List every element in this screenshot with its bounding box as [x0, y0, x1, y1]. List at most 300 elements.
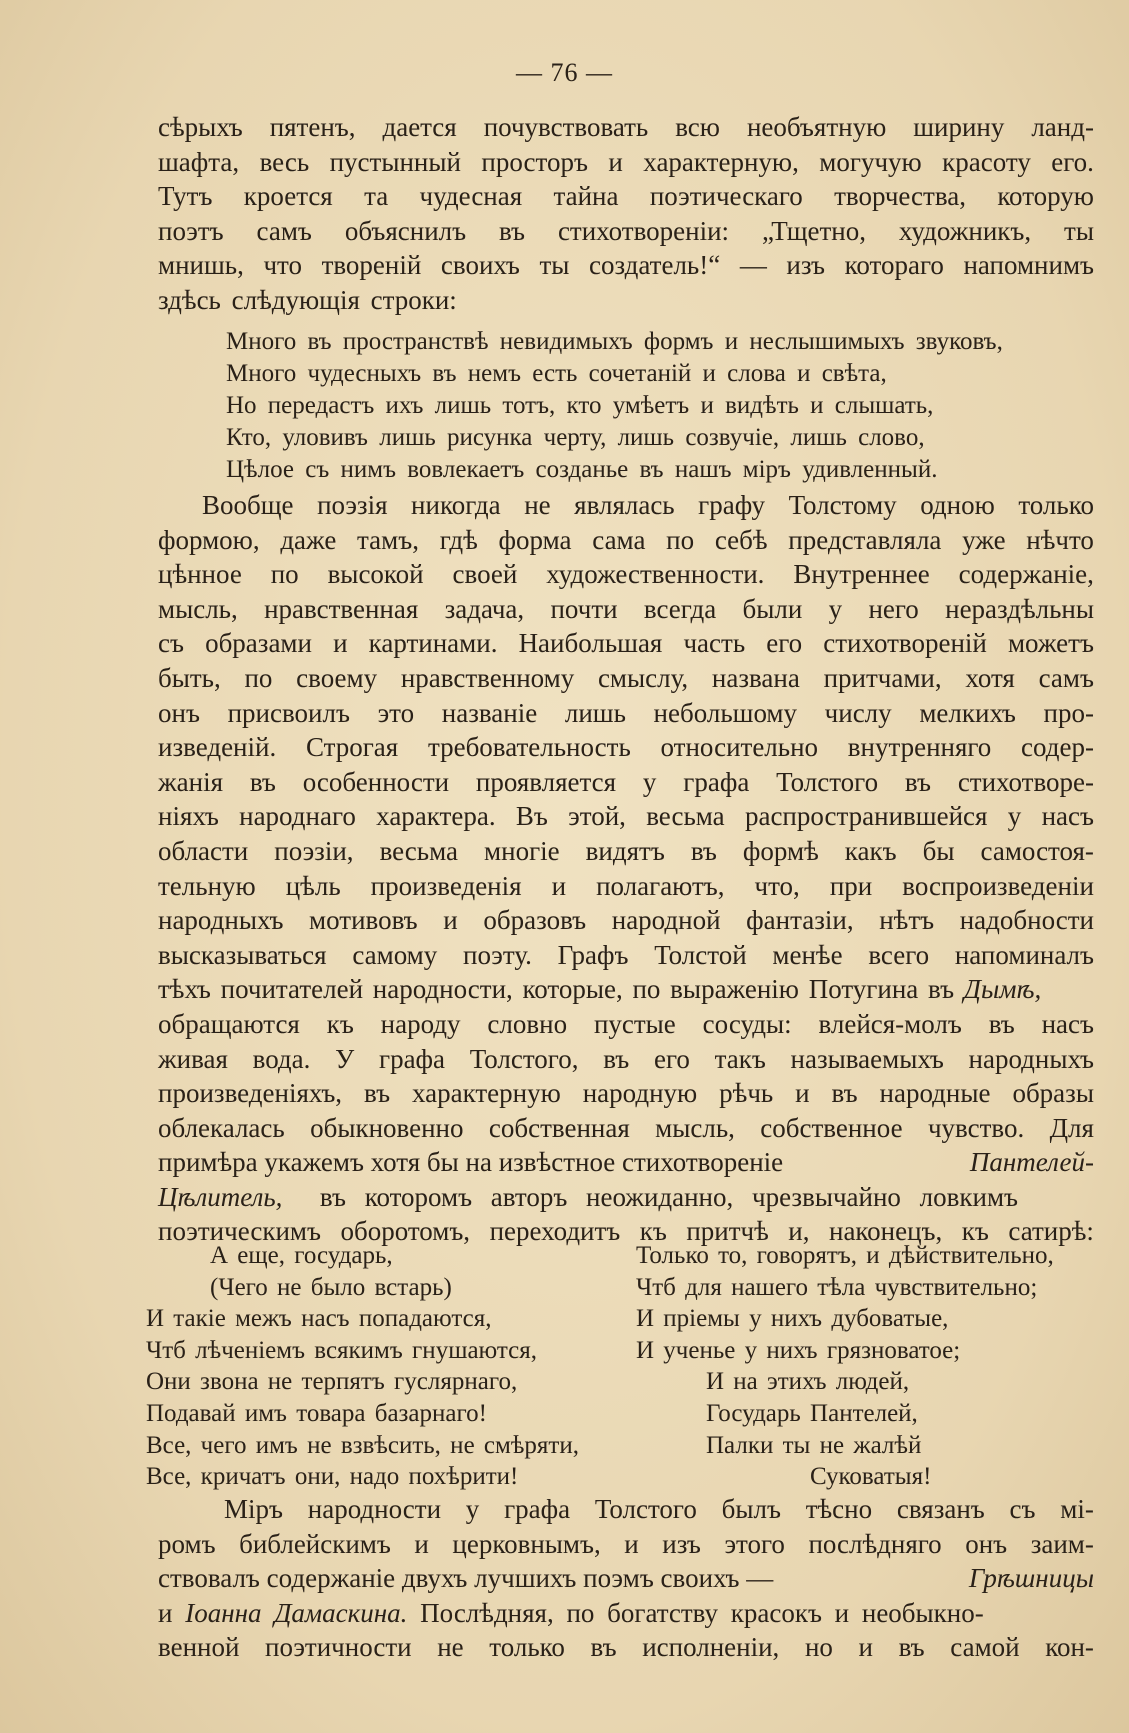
verse-line: Суковатыя! — [810, 1463, 932, 1491]
word: могучую — [819, 146, 922, 177]
word: у — [1007, 801, 1022, 832]
word: въ — [590, 1632, 617, 1663]
verse-line: Много чудесныхъ въ немъ есть сочетаній и слова и свѣта, — [226, 360, 887, 387]
word: уже — [962, 524, 1006, 555]
word: У — [335, 1043, 355, 1074]
word: къ — [326, 1008, 354, 1039]
text-line — [158, 1076, 1094, 1111]
word: какъ — [844, 835, 897, 866]
word: поэтичности — [265, 1632, 412, 1663]
word: нераздѣльны — [945, 593, 1094, 624]
word: присвоилъ — [227, 697, 350, 728]
word: внутренняго — [847, 732, 992, 763]
word: названіе — [441, 697, 538, 728]
word: себѣ — [714, 524, 768, 555]
text-line — [158, 903, 1094, 938]
word: оборотомъ, — [340, 1216, 471, 1247]
word: задача, — [444, 593, 525, 624]
word: просторъ — [481, 146, 588, 177]
word: наконецъ, — [829, 1216, 943, 1247]
word: поэзіи, — [274, 835, 354, 866]
word: связанъ — [896, 1494, 985, 1524]
word: народную — [582, 1078, 698, 1109]
word: называемыхъ — [790, 1043, 944, 1074]
word: менѣе — [772, 939, 843, 970]
word: шафта, — [158, 146, 240, 177]
word: въ — [904, 766, 931, 797]
word: области — [158, 835, 249, 866]
word: изъ — [662, 1528, 701, 1559]
word: Внутреннее — [793, 559, 930, 590]
word: по — [244, 662, 273, 693]
text-line — [158, 626, 1094, 661]
word: художникъ, — [898, 215, 1032, 246]
verse-line: Палки ты не жалѣй — [706, 1431, 922, 1459]
text-line — [158, 1596, 1094, 1631]
word: поэту. — [463, 939, 532, 970]
word: Для — [1049, 1112, 1094, 1143]
italic-title-panteley: Цѣлитель, — [158, 1181, 283, 1212]
text-line — [158, 1492, 1094, 1527]
word: онъ — [158, 697, 200, 728]
text-line — [158, 110, 1094, 145]
text-line — [158, 1007, 1094, 1042]
word: обращаются — [158, 1008, 300, 1039]
verse-line: И ученье у нихъ грязноватое; — [636, 1336, 961, 1364]
word: надобности — [959, 905, 1094, 936]
word: про- — [1043, 697, 1094, 728]
word: „Тщетно, — [761, 215, 866, 246]
verse-line: Все, кричатъ они, надо похѣрити! — [146, 1463, 519, 1491]
word: нравственному — [400, 662, 575, 693]
word: поэзія — [317, 490, 388, 520]
word: поэтическимъ — [158, 1216, 321, 1247]
word: при — [829, 870, 873, 901]
word: его — [766, 628, 803, 659]
verse-line: Подавай имъ товара базарнаго! — [146, 1399, 487, 1427]
word: весьма — [646, 801, 725, 832]
word: народныхъ — [158, 905, 284, 936]
word: характерную — [411, 1078, 561, 1109]
word: пустынный — [329, 146, 461, 177]
word: живая — [158, 1043, 228, 1074]
word: притчѣ — [686, 1216, 769, 1247]
word: и — [551, 870, 567, 901]
text-line — [158, 799, 1094, 834]
text-line — [158, 661, 1094, 696]
word: всегда — [643, 593, 717, 624]
word: народнаго — [239, 801, 356, 832]
word: у — [465, 1494, 480, 1524]
word: полагаютъ, — [596, 870, 725, 901]
word: никогда — [411, 490, 501, 520]
word: чудесная — [419, 181, 523, 212]
word: церковнымъ, — [452, 1528, 601, 1559]
word: насъ — [1041, 1008, 1094, 1039]
italic-title-ioann: Іоанна Дамаскина. — [185, 1597, 408, 1628]
word: исполненіи, — [642, 1632, 780, 1663]
word: характера. — [376, 801, 496, 832]
word: мнишь, — [158, 250, 244, 281]
word: поэтическаго — [649, 181, 803, 212]
verse-line: Много въ пространствѣ невидимыхъ формъ и неслышимыхъ звуковъ, — [226, 328, 1003, 355]
word: видятъ — [585, 835, 665, 866]
word: Толстому — [788, 490, 897, 520]
word: его. — [1051, 146, 1094, 177]
text-line — [158, 1561, 1094, 1596]
word: образовъ — [483, 905, 587, 936]
word: своей — [452, 559, 518, 590]
word: напоминалъ — [954, 939, 1094, 970]
word: и — [608, 146, 623, 177]
word: Строгая — [305, 732, 399, 763]
text-segment: въ которомъ авторъ неожиданно, чрезвычайно ловкимъ — [319, 1181, 1019, 1212]
text-line — [158, 869, 1094, 904]
italic-title-greshnitsa: Грѣшницы — [968, 1563, 1094, 1594]
word: хотя — [965, 662, 1015, 693]
word: самой — [950, 1632, 1020, 1663]
word: обыкновенно — [310, 1112, 464, 1143]
word: облекалась — [158, 1112, 285, 1143]
word: названа — [711, 662, 800, 693]
word: необъятную — [746, 112, 887, 142]
text-line — [158, 1180, 1094, 1215]
word: ромъ — [158, 1528, 216, 1559]
word: можетъ — [1007, 628, 1094, 659]
word: своихъ — [440, 250, 520, 281]
word: воспроизведеніи — [902, 870, 1094, 901]
word: народности — [307, 1494, 442, 1524]
word: красоту — [942, 146, 1031, 177]
word: мысль, — [158, 593, 238, 624]
text-line — [158, 938, 1094, 973]
text-line — [158, 557, 1094, 592]
italic-title-dym: Дымѣ, — [963, 974, 1042, 1005]
word: стихотворе- — [957, 766, 1094, 797]
word: творчества, — [834, 181, 966, 212]
paragraph-1 — [158, 110, 1094, 318]
word: часть — [683, 628, 746, 659]
word: въ — [988, 1008, 1015, 1039]
word: проявляется — [475, 766, 617, 797]
word: произведеніяхъ, — [158, 1078, 343, 1109]
text-segment: Послѣдняя, по богатству красокъ и необыкно- — [420, 1597, 984, 1628]
word: собственная — [488, 1112, 630, 1143]
word: по — [666, 524, 695, 555]
text-line: здѣсь слѣдующія строки: — [158, 284, 457, 315]
word: самъ — [1038, 662, 1094, 693]
word: изъ — [786, 250, 826, 281]
word: почувствовать — [483, 112, 649, 142]
word: переходитъ — [489, 1216, 621, 1247]
verse-line: Цѣлое съ нимъ вовлекаетъ созданье въ нашъ міръ удивленный. — [226, 456, 938, 483]
word: онъ — [965, 1528, 1008, 1559]
word: библейскимъ — [239, 1528, 391, 1559]
text-line — [158, 1630, 1094, 1665]
word: относительно — [660, 732, 819, 763]
word: самъ — [256, 215, 312, 246]
word: графу — [698, 490, 766, 520]
word: Графъ — [557, 939, 629, 970]
verse-line: Чтб лѣченіемъ всякимъ гнушаются, — [146, 1336, 537, 1364]
word: та — [364, 181, 389, 212]
word: всего — [868, 939, 930, 970]
word: въ — [364, 1078, 391, 1109]
word: представляла — [788, 524, 942, 555]
text-line — [158, 972, 1094, 1007]
word: и — [333, 628, 348, 659]
word: Вообще — [202, 490, 294, 520]
paragraph-3 — [158, 1492, 1094, 1665]
text-line — [158, 179, 1094, 214]
word: насъ — [1041, 801, 1094, 832]
word: бы — [922, 835, 955, 866]
word: требовательность — [427, 732, 631, 763]
verse-line: Чтб для нашего тѣла чувствительно; — [636, 1273, 1038, 1301]
paragraph-2 — [158, 488, 1094, 1249]
word: Толстого — [776, 766, 879, 797]
word: цѣнное — [158, 559, 242, 590]
word: графа — [504, 1494, 571, 1524]
verse-quote-1 — [226, 326, 1096, 486]
word: самостоя- — [980, 835, 1094, 866]
text-line — [158, 488, 1094, 523]
word: въ — [690, 835, 717, 866]
word: своему — [296, 662, 378, 693]
word: художественности. — [546, 559, 765, 590]
word: въ — [498, 215, 526, 246]
text-line — [158, 1527, 1094, 1562]
word: ніяхъ — [158, 801, 219, 832]
word: формѣ — [742, 835, 819, 866]
word: всю — [675, 112, 720, 142]
word: къ — [961, 1216, 989, 1247]
word: съ — [1009, 1494, 1036, 1524]
word: самому — [352, 939, 438, 970]
word: тельную — [158, 870, 256, 901]
word: къ — [639, 1216, 667, 1247]
word: распространившейся — [744, 801, 988, 832]
word: его — [653, 1043, 690, 1074]
word: объяснилъ — [344, 215, 467, 246]
word: особенности — [302, 766, 450, 797]
word: фантазіи, — [746, 905, 854, 936]
word: жанія — [158, 766, 224, 797]
word: нѣтъ — [879, 905, 935, 936]
word: поэтъ — [158, 215, 224, 246]
word: небольшому — [653, 697, 798, 728]
word: сатирѣ: — [1008, 1216, 1094, 1247]
word: и — [795, 1078, 810, 1109]
word: Наибольшая — [518, 628, 663, 659]
word: тайна — [553, 181, 619, 212]
word: содер- — [1021, 732, 1094, 763]
word: образами — [205, 628, 312, 659]
word: даже — [280, 524, 337, 555]
verse-line: А еще, государь, — [210, 1242, 393, 1269]
text-line — [158, 592, 1094, 627]
word: въ — [831, 1078, 858, 1109]
word: и, — [788, 1216, 810, 1247]
word: почти — [550, 593, 618, 624]
word: графа — [683, 766, 750, 797]
verse-column-right — [636, 1240, 1096, 1493]
text-segment: ствовалъ содержаніе двухъ лучшихъ поэмъ своихъ — — [158, 1563, 774, 1594]
word: ширину — [913, 112, 1005, 142]
word: мелкихъ — [919, 697, 1016, 728]
word: въ — [898, 1632, 925, 1663]
word: графа — [379, 1043, 446, 1074]
word: характерную, — [643, 146, 799, 177]
word: произведенія — [370, 870, 522, 901]
text-line — [158, 765, 1094, 800]
verse-line: Все, чего имъ не взвѣсить, не смѣряти, — [146, 1431, 579, 1459]
word: рѣчь — [719, 1078, 774, 1109]
word: мысль, — [655, 1112, 735, 1143]
word: былъ — [721, 1494, 781, 1524]
word: формою, — [158, 524, 260, 555]
text-line — [158, 1042, 1094, 1077]
verse-line: (Чего не было встарь) — [210, 1273, 452, 1301]
word: только — [1018, 490, 1094, 520]
word: которую — [997, 181, 1094, 212]
word: этой, — [568, 801, 626, 832]
verse-line: И на этихъ людей, — [706, 1368, 910, 1396]
verse-line: Но передастъ ихъ лишь тотъ, кто умѣетъ и видѣть и слышать, — [226, 392, 934, 419]
text-line — [158, 730, 1094, 765]
word: картинами. — [368, 628, 498, 659]
word: Міръ — [224, 1494, 283, 1524]
word: ты — [1064, 215, 1094, 246]
word: кон- — [1045, 1632, 1094, 1663]
word: нравственная — [264, 593, 419, 624]
text-line — [158, 696, 1094, 731]
word: но — [804, 1632, 833, 1663]
word: многіе — [484, 835, 560, 866]
word: котораго — [844, 250, 944, 281]
word: заим- — [1030, 1528, 1094, 1559]
word: это — [377, 697, 415, 728]
word: притчами, — [823, 662, 942, 693]
word: Толстого — [594, 1494, 697, 1524]
word: твореній — [321, 250, 422, 281]
word: что, — [754, 870, 800, 901]
word: тамъ, — [357, 524, 419, 555]
word: являлась — [574, 490, 675, 520]
word: смыслу, — [597, 662, 689, 693]
word: сѣрыхъ — [158, 112, 243, 142]
word: не — [524, 490, 551, 520]
word: тѣсно — [805, 1494, 873, 1524]
word: въ — [603, 1043, 630, 1074]
verse-line: И пріемы у нихъ дубоватые, — [636, 1305, 949, 1333]
text-line — [158, 523, 1094, 558]
word: у — [828, 593, 843, 624]
word: и — [414, 1528, 429, 1559]
word: весьма — [379, 835, 458, 866]
word: ланд- — [1031, 112, 1094, 142]
word: Тутъ — [158, 181, 213, 212]
word: народу — [380, 1008, 461, 1039]
word: напомнимъ — [963, 250, 1094, 281]
word: Въ — [515, 801, 548, 832]
verse-line: Кто, уловивъ лишь рисунка черту, лишь созвучіе, лишь слово, — [226, 424, 925, 451]
text-segment: тѣхъ почитателей народности, которые, по выраженію Потугина въ — [158, 974, 955, 1005]
word: форма — [498, 524, 572, 555]
word: и — [624, 1528, 639, 1559]
word: народной — [611, 905, 721, 936]
italic-title-panteley: Пантелей- — [969, 1147, 1094, 1178]
word: него — [868, 593, 919, 624]
text-line — [158, 834, 1094, 869]
verse-line: И такіе межъ насъ попадаются, — [146, 1305, 492, 1333]
word: и — [858, 1632, 873, 1663]
word: были — [742, 593, 803, 624]
word: собственное — [760, 1112, 903, 1143]
text-line — [158, 248, 1094, 283]
word: цѣль — [285, 870, 341, 901]
word: вода. — [252, 1043, 311, 1074]
word: не — [437, 1632, 464, 1663]
word: по — [270, 559, 299, 590]
text-segment: примѣра укажемъ хотя бы на извѣстное стихотвореніе — [158, 1147, 784, 1178]
word: словно — [487, 1008, 568, 1039]
word: въ — [249, 766, 276, 797]
word: быть, — [158, 662, 221, 693]
word: сама — [592, 524, 646, 555]
word: пятенъ, — [269, 112, 356, 142]
word: и — [443, 905, 458, 936]
word: у — [642, 766, 657, 797]
word: кроется — [243, 181, 333, 212]
word: числу — [824, 697, 892, 728]
text-line — [158, 145, 1094, 180]
text-line — [158, 214, 1094, 249]
word: дается — [382, 112, 457, 142]
verse-line: Они звона не терпятъ гуслярнаго, — [146, 1368, 518, 1396]
word: этого — [724, 1528, 785, 1559]
word: — — [739, 250, 767, 281]
word: такъ — [714, 1043, 766, 1074]
word: венной — [158, 1632, 240, 1663]
word: лишь — [564, 697, 626, 728]
word: что — [263, 250, 302, 281]
word: только — [489, 1632, 565, 1663]
word: ты — [539, 250, 570, 281]
word: мотивовъ — [309, 905, 418, 936]
word: высказываться — [158, 939, 327, 970]
verse-line: Только то, говорятъ, и дѣйствительно, — [636, 1242, 1054, 1269]
word: создатель!“ — [588, 250, 721, 281]
word: одною — [920, 490, 995, 520]
word: чувство. — [927, 1112, 1025, 1143]
verse-column-left — [146, 1240, 616, 1493]
word: весь — [259, 146, 310, 177]
word: Толстой — [654, 939, 747, 970]
word: сосуды: — [702, 1008, 792, 1039]
word: содержаніе, — [958, 559, 1094, 590]
word: изведеній. — [158, 732, 277, 763]
word: стихотвореніи: — [557, 215, 730, 246]
word: послѣдняго — [808, 1528, 942, 1559]
word: народные — [879, 1078, 991, 1109]
page-number: — 76 — — [516, 58, 613, 87]
word: народныхъ — [968, 1043, 1094, 1074]
word: пустые — [593, 1008, 676, 1039]
text-segment: и — [158, 1597, 173, 1628]
word: мі- — [1060, 1494, 1094, 1524]
word: гдѣ — [439, 524, 478, 555]
